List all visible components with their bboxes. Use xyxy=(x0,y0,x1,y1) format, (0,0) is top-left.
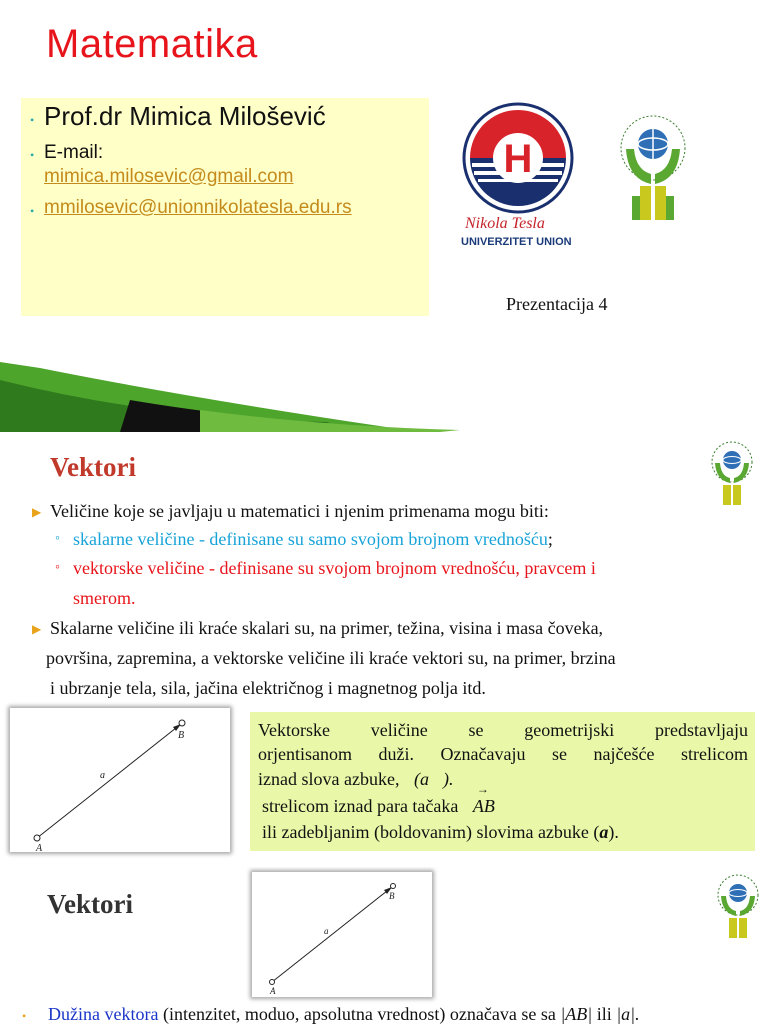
faculty-logo xyxy=(618,104,688,226)
professor-name: Prof.dr Mimica Milošević xyxy=(44,101,326,131)
email-link-2[interactable]: mmilosevic@unionnikolatesla.edu.rs xyxy=(44,197,352,218)
logo-signature: Nikola Tesla xyxy=(465,215,545,232)
vector-definition: vektorske veličine - definisane su svojom brojnom vrednošću, pravcem i xyxy=(73,558,596,578)
bullet-arrow-icon: ▶ xyxy=(32,505,42,519)
box-text-line: orjentisanom duži. Označavaju se najčešće strelicom xyxy=(258,744,748,764)
scalar-definition: skalarne veličine - definisane su samo svojom brojnom vrednošću; xyxy=(73,529,553,549)
bullet-circle-icon: ◦ xyxy=(55,531,60,546)
vector-label: a⃗ xyxy=(100,770,113,781)
text-line: i ubrzanje tela, sila, jačina električnog i magnetnog polja itd. xyxy=(50,678,486,698)
text-line: površina, zapremina, a vektorske veličine ili kraće vektori su, na primer, brzina xyxy=(46,648,616,668)
vector-definition-cont: smerom. xyxy=(73,588,136,608)
slide-title: Vektori xyxy=(50,452,136,482)
vector-figure xyxy=(10,708,230,852)
point-a-label: A xyxy=(270,986,276,996)
bullet-dot-icon: • xyxy=(30,113,35,127)
presentation-number: Prezentacija 4 xyxy=(506,294,608,314)
bullet-dot-icon: • xyxy=(30,148,35,162)
vector-figure xyxy=(252,872,432,997)
logo-letter: H xyxy=(503,137,533,181)
text-line: Veličine koje se javljaju u matematici i njenim primenama mogu biti: xyxy=(50,501,549,521)
point-b-label: B xyxy=(178,730,185,741)
slide-2 xyxy=(0,432,768,867)
bullet-arrow-icon: ▶ xyxy=(32,622,42,636)
box-text-line: strelicom iznad para tačaka → AB xyxy=(262,782,495,816)
green-swoosh-decoration xyxy=(0,360,768,432)
bullet-circle-icon: ◦ xyxy=(55,560,60,575)
box-text-line: Vektorske veličine se geometrijski predstavljaju xyxy=(258,720,748,740)
vector-ab-symbol: → AB xyxy=(472,782,495,816)
faculty-logo-small xyxy=(715,869,761,939)
email-link-1[interactable]: mimica.milosevic@gmail.com xyxy=(44,166,294,187)
slide-3 xyxy=(0,867,768,1024)
slide-1 xyxy=(0,0,768,432)
bullet-dot-icon: • xyxy=(30,204,35,218)
point-a-label: A xyxy=(36,843,43,852)
point-b-label: B xyxy=(389,891,395,901)
bullet-dot-icon: • xyxy=(22,1009,27,1023)
faculty-logo-small xyxy=(709,436,755,506)
email-label: E-mail: xyxy=(44,142,104,163)
box-text-line: iznad slova azbuke, (a⃗). xyxy=(258,769,454,789)
vector-label: a⃗ xyxy=(324,926,336,936)
logo-university-text: UNIVERZITET UNION xyxy=(461,236,572,248)
box-text-line: ili zadebljanim (boldovanim) slovima azbuke (a). xyxy=(262,822,619,842)
vector-length-line: Dužina vektora (intenzitet, moduo, apsolutna vrednost) označava se sa |AB| ili |a|. xyxy=(48,1004,640,1024)
union-university-logo xyxy=(460,100,576,216)
slide-title: Matematika xyxy=(46,22,258,66)
slide-title: Vektori xyxy=(47,889,133,919)
text-line: Skalarne veličine ili kraće skalari su, na primer, težina, visina i masa čoveka, xyxy=(50,618,604,638)
